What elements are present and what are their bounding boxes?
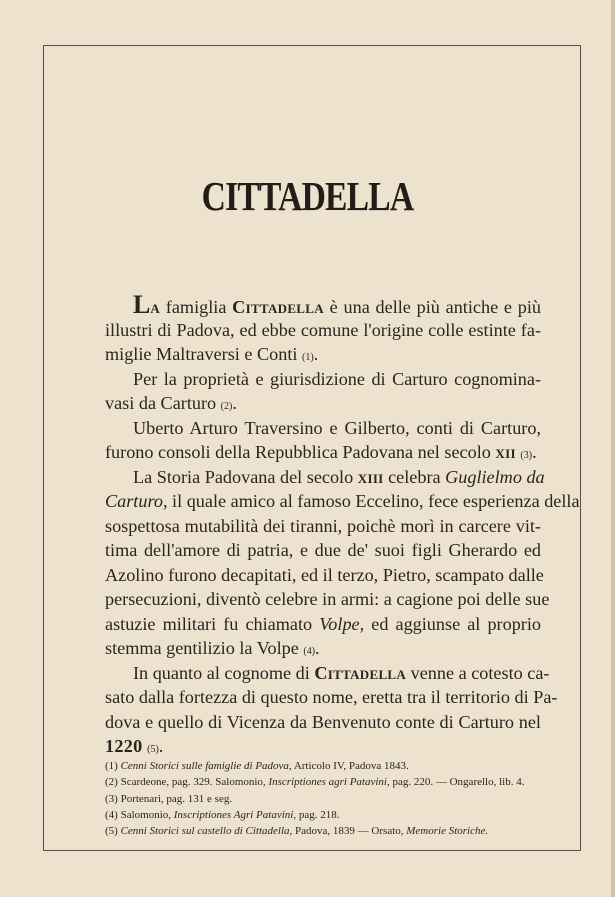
italic-text: Memorie Storiche. [406, 825, 489, 838]
text-run: . [158, 736, 164, 756]
paragraph-line [105, 734, 541, 759]
footnote-ref: (4) [303, 646, 316, 657]
text-run: (1) [105, 760, 121, 772]
text-run: (3) Portenari, pag. 131 e seg. [105, 792, 233, 805]
italic-text: Cenni Storici sul castello di Cittadella, [120, 825, 293, 838]
text-run: pag. 218. [296, 808, 340, 821]
paragraph-line [105, 416, 541, 441]
smallcaps-text: xiii [357, 466, 384, 487]
smallcaps-text: 1220 [105, 736, 143, 756]
smallcaps-text: xii [495, 442, 516, 462]
text-run: sospettosa mutabilità dei tiranni, poichè morì in carcere vit- [105, 515, 541, 536]
text-run: Uberto Arturo Traversino e Gilberto, conti di Carturo, [133, 417, 541, 438]
text-run: In quanto al cognome di [133, 662, 315, 683]
footnote [105, 774, 545, 790]
text-run: tima dell'amore di patria, e due de' suoi figli Gherardo ed [105, 540, 541, 560]
paragraph-line [105, 538, 541, 563]
text-run: (4) Salomonio, [105, 808, 174, 821]
text-run: è una delle più antiche e più [323, 297, 541, 317]
page-title: CITTADELLA [201, 173, 414, 219]
text-run: vasi da Carturo [105, 393, 221, 413]
text-run: miglie Maltraversi e Conti [105, 344, 302, 364]
text-run: il quale amico al famoso Eccelino, fece esperienza della [167, 491, 580, 511]
paragraph-line [105, 318, 541, 343]
text-run: . [313, 344, 319, 364]
italic-text: Volpe, [319, 613, 365, 634]
text-run: persecuzioni, diventò celebre in armi: a cagione poi delle sue [105, 589, 550, 609]
paragraph-line [105, 290, 541, 319]
footnote [105, 758, 545, 774]
paragraph-line [105, 514, 541, 539]
smallcaps-text: Cittadella [314, 662, 407, 683]
paragraph-line [105, 440, 541, 465]
italic-text: Cenni Storici sulle famiglie di Padova, [120, 760, 292, 772]
footnote-ref: (1) [302, 352, 314, 363]
text-run: Articolo IV, Padova 1843. [291, 760, 409, 772]
footnote-ref: (5) [147, 744, 159, 755]
italic-text: Inscriptiones Agri Patavini, [173, 808, 297, 821]
text-run: (5) [105, 825, 121, 838]
page-edge [611, 0, 615, 897]
footnote-ref: (2) [220, 401, 233, 412]
text-run: . [232, 393, 237, 413]
text-run: furono consoli della Repubblica Padovana nel secolo [105, 442, 496, 462]
text-run: La Storia Padovana del secolo [133, 466, 358, 487]
footnotes [105, 758, 545, 839]
text-run: celebra [383, 466, 446, 487]
text-run: astuzie militari fu chiamato [105, 613, 320, 634]
text-run: sato dalla fortezza di questo nome, eretta tra il territorio di Pa- [105, 687, 558, 707]
text-run: illustri di Padova, ed ebbe comune l'origine colle estinte fa- [105, 319, 541, 340]
paragraph-line [105, 587, 550, 612]
text-run: stemma gentilizio la Volpe [105, 638, 304, 658]
smallcaps-text: a [150, 297, 161, 317]
paragraph-line [105, 612, 541, 637]
paragraph-line [105, 489, 580, 514]
text-run: ed aggiunse al proprio [364, 613, 541, 634]
text-run: Azolino furono decapitati, ed il terzo, Pietro, scampato dalle [105, 564, 544, 585]
paragraph-line [105, 710, 541, 735]
paragraph-line [105, 563, 544, 588]
footnote [105, 823, 545, 839]
paragraph-line [105, 685, 558, 710]
main-text [105, 290, 580, 759]
paragraph-line [105, 391, 541, 416]
text-run: Per la proprietà e giurisdizione di Carturo cognomina- [133, 368, 541, 389]
paragraph-line [105, 465, 545, 490]
paragraph-line [105, 367, 541, 392]
text-run: dova e quello di Vicenza da Benvenuto conte di Carturo nel [105, 711, 541, 732]
smallcaps-text: L [133, 290, 151, 319]
text-run: famiglia [160, 297, 233, 317]
text-run: . [532, 442, 537, 462]
text-run: venne a cotesto ca- [406, 662, 550, 683]
footnote-ref: (3) [520, 450, 533, 461]
footnote [105, 807, 545, 823]
smallcaps-text: Cittadella [232, 297, 324, 317]
paragraph-line [105, 342, 541, 367]
footnote [105, 791, 545, 807]
text-run: Padova, 1839 — Orsato, [292, 825, 407, 838]
text-run: . [315, 638, 320, 658]
text-run: pag. 220. — Ongarello, lib. 4. [389, 776, 525, 789]
italic-text: Guglielmo da [445, 466, 545, 487]
italic-text: Carturo, [105, 491, 168, 511]
paragraph-line [105, 661, 550, 686]
italic-text: Inscriptiones agri Patavini, [268, 776, 390, 789]
paragraph-line [105, 636, 541, 661]
text-run: (2) Scardeone, pag. 329. Salomonio, [105, 776, 269, 789]
